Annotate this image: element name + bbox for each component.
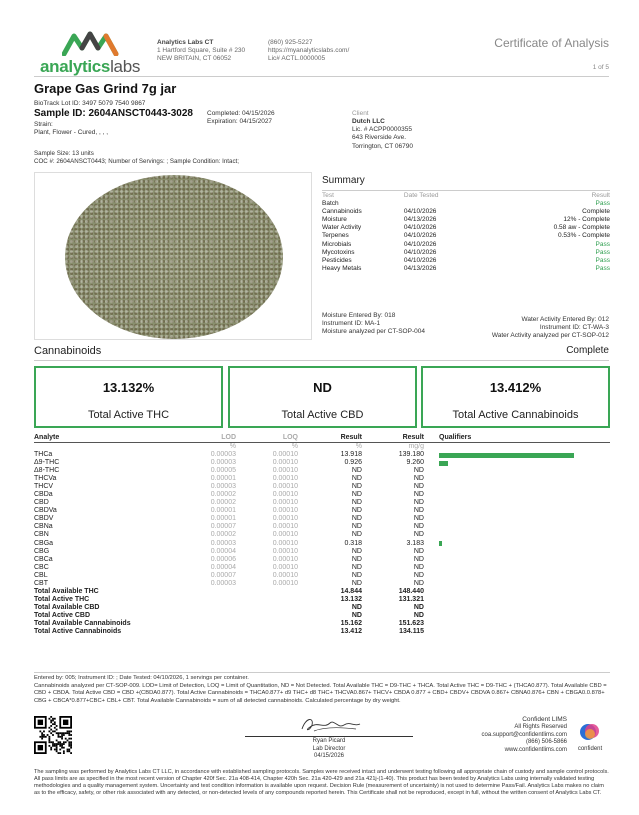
sample-size: Sample Size: 13 units [34,150,94,157]
unit-loq: % [291,443,298,450]
summary-result: 0.53% - Complete [557,232,610,240]
analyte-qualifier [439,515,610,523]
analyte-name: CBL [34,571,48,579]
analyte-lod: 0.00001 [210,507,236,515]
water-sop: Water Activity analyzed per CT-SOP-012 [491,332,609,340]
strain: Strain: [34,120,53,128]
completed-date: Completed: 04/15/2026 [207,110,275,117]
unit-lod: % [229,443,236,450]
moisture-entered-by: Moisture Entered By: 018 [322,312,396,319]
total-row [34,596,610,604]
expiration-date: Expiration: 04/15/2027 [207,118,273,126]
analyte-result-pct: ND [351,475,362,483]
water-instrument: Instrument ID: CT-WA-3 [539,324,609,332]
summary-date: 04/10/2026 [403,207,437,215]
cannabinoid-notes [34,672,610,705]
summary-test: Moisture [322,216,347,224]
qr-code-icon[interactable] [34,716,72,754]
summary-test: Mycotoxins [322,248,355,256]
analyte-lod: 0.00001 [210,475,236,483]
total-name: Total Active THC [34,595,90,603]
analyte-loq: 0.00010 [272,467,298,475]
lims-rights: All Rights Reserved [514,724,567,731]
analyte-result-pct: ND [351,547,362,555]
cannabinoids-title: Cannabinoids [34,345,102,357]
analyte-lod: 0.00002 [210,499,236,507]
analyte-loq: 0.00010 [272,523,298,531]
total-result-pct: ND [351,603,362,611]
summary-date [404,200,494,208]
summary-col-test: Test [322,191,334,199]
analyte-lod: 0.00007 [210,571,236,579]
analyte-row [34,515,610,523]
total-name: Total Active Cannabinoids [34,628,122,636]
analyte-qualifier [439,451,610,459]
total-row [34,612,610,620]
summary-row [322,265,610,273]
summary-row [322,232,610,240]
analyte-result-pct: ND [351,523,362,531]
signature-scribble-icon [284,715,374,735]
analyte-qualifier [439,459,610,467]
cannabinoids-divider [34,360,609,361]
total-name: Total Active CBD [34,611,91,619]
summary-test: Pesticides [322,257,352,265]
summary-result: 12% - Complete [563,216,610,224]
logo-wordmark: analyticslabs [40,57,141,76]
summary-col-result: Result [591,191,610,199]
col-qualifiers: Qualifiers [439,434,610,443]
analyte-name: Δ9-THC [34,459,60,467]
total-name: Total Available Cannabinoids [34,620,131,627]
analyte-name: CBG [34,547,50,555]
analyte-loq: 0.00010 [272,571,298,579]
analyte-result-pct: ND [351,491,362,499]
analyte-name: CBN [34,531,49,539]
summary-result: Pass [595,248,610,256]
ground-flower-image [65,175,283,339]
summary-result: Pass [595,199,610,207]
total-result-mg: 151.623 [398,620,424,627]
total-row [34,604,610,612]
analyte-loq: 0.00010 [272,539,298,547]
total-result-pct: 13.412 [340,628,362,636]
analyte-qualifier [439,548,610,556]
unit-result-pct: % [355,443,362,450]
sample-id: Sample ID: 2604ANSCT0443-3028 [34,108,193,120]
analyte-qualifier [439,499,610,507]
analyte-loq: 0.00010 [272,459,298,467]
summary-col-date: Date Tested [403,191,439,199]
analyte-lod: 0.00003 [210,459,236,467]
biotrack-lot-id: BioTrack Lot ID: 3497 5079 7540 9867 [34,100,146,107]
analyte-loq: 0.00010 [272,579,298,587]
analyte-row [34,491,610,499]
analyte-loq: 0.00010 [272,491,298,499]
analyte-result-pct: ND [351,579,362,587]
analyte-qualifier [439,564,610,572]
coc-info: COC #: 2604ANSCT0443; Number of Servings: ; Sample Condition: Intact; [34,157,239,165]
col-analyte: Analyte [34,434,184,443]
lab-name: Analytics Labs CT [157,39,214,46]
analyte-result-pct: 13.918 [340,451,362,459]
water-activity-info [492,316,609,340]
product-name: Grape Gas Grind 7g jar [34,81,177,96]
analyte-name: THCVa [34,475,57,483]
summary-date: 04/10/2026 [403,224,437,232]
analyte-name: CBDV [34,515,54,523]
analyte-name: CBDVa [34,507,57,515]
analyte-name: CBCa [34,555,53,563]
analyte-row [34,564,610,572]
document-title: Certificate of Analysis [494,36,609,50]
product-photo [34,172,312,340]
summary-panel [322,175,610,273]
lab-address-line1: 1 Hartford Square, Suite # 230 [157,47,246,55]
water-entered-by: Water Activity Entered By: 012 [521,316,609,323]
col-loq: LOQ [236,434,298,443]
analyte-result-mg: ND [413,491,424,499]
analyte-qualifier [439,507,610,515]
analyte-row [34,451,610,459]
summary-row [322,208,610,216]
total-result-mg: 148.440 [398,587,424,595]
summary-date: 04/10/2026 [403,240,437,248]
analyte-result-mg: ND [413,523,424,531]
analyte-qualifier [439,483,610,491]
total-row [34,620,610,628]
lims-website-link[interactable]: www.confidentlims.com [504,746,567,753]
analyte-loq: 0.00010 [272,483,298,491]
analyte-result-mg: ND [413,467,424,475]
total-active-thc-value: 13.132% [102,380,155,395]
analyte-name: THCa [34,451,53,459]
page-number: 1 of 5 [592,64,609,71]
summary-result: Pass [595,240,610,248]
lims-phone: (866) 506-5866 [525,739,567,746]
total-result-pct: 15.162 [340,620,362,627]
summary-row [322,241,610,249]
analyte-qualifier [439,475,610,483]
analyte-loq: 0.00010 [272,555,298,563]
analyte-name: THCV [34,483,54,491]
analyte-table-wrap [34,434,610,636]
analyte-result-pct: ND [351,467,362,475]
summary-test: Water Activity [322,224,362,232]
analyte-row [34,475,610,483]
total-result-pct: ND [351,611,362,619]
total-row [34,628,610,636]
analyte-name: Δ8-THC [34,467,60,475]
analyte-row [34,531,610,539]
total-name: Total Available THC [34,587,99,595]
signature-date: 04/15/2026 [313,753,345,759]
summary-test: Cannabinoids [322,207,362,215]
analyte-table [34,434,610,636]
analyte-qualifier [439,556,610,564]
lab-address-block [157,39,245,63]
total-row [34,588,610,596]
analyte-name: CBD [34,499,49,507]
footer-disclaimer: The sampling was performed by Analytics Labs CT LLC, in accordance with established sampling protocols. Samples were received intact and underwent testing following all appropriate chain of custody and sample control protocols. All pass limits are as specified in the most recent version of Chapter 420f Sec. 21a 408-414, Chapter 420h Sec. 21a 420-429 and 21a 421j-(1-40). This product has been tested by Analytics Labs using internally validated testing methodologies and a quality management system. Uncertainty and test condition information is available upon request. Decision Rule (measurement of uncertainty) is not used to determine Pass/Fail. Analytics Labs makes no claim as to the efficacy, safety, or other risk associated with any detected, or non-detected levels of any compounds reported herein. This Certificate shall not be reproduced, except in full, without the written consent of Analytics Labs CT. [34,769,609,796]
summary-result: 0.58 aw - Complete [553,224,610,232]
total-result-mg: ND [413,611,424,619]
total-result-mg: 134.115 [399,628,424,636]
analyte-loq: 0.00010 [272,507,298,515]
client-name: Dutch LLC [352,118,385,126]
analyte-qualifier [439,540,610,548]
moisture-info [322,312,425,336]
sample-meta [34,150,239,166]
summary-row [322,257,610,265]
analyte-lod: 0.00006 [210,555,236,563]
analyte-result-mg: ND [413,507,424,515]
analyte-result-pct: 0.318 [344,539,362,547]
analyte-name: CBNa [34,523,53,531]
analyte-lod: 0.00002 [210,531,236,539]
analyte-result-pct: 0.926 [344,459,362,467]
client-license: Lic. # ACPP0000355 [352,126,412,134]
analyte-result-mg: ND [413,579,424,587]
analyte-qualifier [439,467,610,475]
analyte-row [34,467,610,475]
lab-license: Lic# ACTL.0000005 [268,55,326,63]
analyte-loq: 0.00010 [272,451,298,459]
analyte-row [34,459,610,467]
total-result-pct: 13.132 [340,595,362,603]
analyte-lod: 0.00003 [210,579,236,587]
analyte-result-mg: ND [413,531,424,539]
total-result-mg: ND [413,603,424,611]
summary-date: 04/10/2026 [403,248,437,256]
cannabinoids-status: Complete [566,345,609,356]
analyte-loq: 0.00010 [272,531,298,539]
analyte-name: CBGa [34,539,54,547]
client-label: Client [352,110,369,117]
summary-row [322,216,610,224]
analyte-lod: 0.00004 [210,563,236,571]
analyte-row [34,540,610,548]
analyte-name: CBC [34,563,49,571]
summary-row [322,249,610,257]
signer-name: Ryan Picard [245,736,413,746]
total-active-cannabinoids-value: 13.412% [489,380,542,395]
analyte-result-mg: ND [413,483,424,491]
total-active-thc-label: Total Active THC [87,409,170,422]
analyte-result-mg: 3.183 [406,539,424,547]
lims-title: Confident LIMS [522,716,567,723]
logo-mountain-icon [62,30,126,56]
analyte-loq: 0.00010 [272,515,298,523]
analyte-lod: 0.00005 [210,467,236,475]
product-type: Plant, Flower - Cured, , , , [34,128,109,136]
col-result-mg: Result [362,434,424,443]
analyte-lod: 0.00007 [210,523,236,531]
analyte-result-mg: 9.260 [406,459,424,467]
analyte-result-pct: ND [351,499,362,507]
total-result-pct: 14.844 [340,587,362,595]
unit-result-mg: mg/g [408,443,424,450]
confident-logo-icon [579,722,601,742]
lab-website-link[interactable]: https://myanalyticslabs.com/ [268,47,350,55]
lab-contact-block [268,39,349,63]
summary-result: Pass [595,257,610,265]
analyte-name: CBT [34,579,48,587]
qualifier-bar [439,453,574,458]
summary-header-row [322,192,610,200]
dates-info [207,110,275,126]
summary-result: Complete [582,207,610,215]
confident-wordmark: confident [577,746,603,753]
analyte-result-pct: ND [351,531,362,539]
analyte-row [34,483,610,491]
lab-phone: (860) 925-5227 [268,39,313,46]
total-result-mg: 131.321 [398,595,424,603]
col-result-pct: Result [298,434,362,443]
analyte-row [34,580,610,588]
lims-email-link[interactable]: coa.support@confidentlims.com [481,731,567,738]
analyte-result-mg: ND [413,555,424,563]
signature-block [245,715,413,761]
analyte-result-mg: ND [413,571,424,579]
total-active-cannabinoids-label: Total Active Cannabinoids [452,409,579,422]
analyte-name: CBDa [34,491,53,499]
sample-info [34,100,193,137]
qualifier-bar [439,461,448,466]
analyte-row [34,556,610,564]
summary-test: Batch [322,199,339,207]
analyte-loq: 0.00010 [272,499,298,507]
summary-row [322,200,610,208]
analyte-result-mg: ND [413,563,424,571]
client-address1: 643 Riverside Ave. [352,134,407,142]
analyte-result-mg: 139.180 [398,451,424,459]
total-active-thc-box [34,366,223,428]
analyte-result-pct: ND [351,555,362,563]
analytics-labs-logo [40,30,152,74]
analyte-result-mg: ND [413,515,424,523]
client-address2: Torrington, CT 06790 [352,142,413,150]
summary-test: Microbials [322,240,352,248]
summary-row [322,224,610,232]
analyte-result-pct: ND [351,483,362,491]
analyte-lod: 0.00004 [210,547,236,555]
analyte-qualifier [439,491,610,499]
analyte-row [34,548,610,556]
analyte-result-mg: ND [413,547,424,555]
notes-method: Cannabinoids analyzed per CT-SOP-009. LOD= Limit of Detection, LOQ = Limit of Quantitation, ND = Not Detected. Total Available THC = D9-THC + THCA. Total Active THC = D9-THC + (THCA0.877). Total Available CBD = CBD + CBDA. Total Active CBD = CBD +(CBDA0.877). Total Active Cannabinoids = THCA0.877+ d9 THC+ d8 THC+ THCVA0.867+ THCV+ CBDA 0.877 + CBD+ CBDV+ CBDVA 0.867+ CBNA0.876+ CBN + CBGA0.0.878+ CBG + CBCA*0.877+CBC+ CBL+ CBT. Total Available Cannabinoids = sum of all detected cannabinoids. Calculated percentage by dry weight. [34,682,607,704]
analyte-lod: 0.00002 [210,491,236,499]
analyte-lod: 0.00001 [210,515,236,523]
qualifier-bar [439,541,442,546]
client-info [352,110,413,151]
analyte-row [34,507,610,515]
analyte-qualifier [439,580,610,588]
analyte-row [34,572,610,580]
summary-test: Heavy Metals [322,265,362,273]
summary-date: 04/13/2026 [403,265,437,273]
summary-title: Summary [322,175,610,191]
notes-entered-by: Entered by: 005; Instrument ID: ; Date Tested: 04/10/2026, 1 servings per container. [34,675,249,681]
analyte-result-pct: ND [351,515,362,523]
total-active-cbd-label: Total Active CBD [281,409,364,422]
total-active-cbd-value: ND [313,380,332,395]
moisture-sop: Moisture analyzed per CT-SOP-004 [322,328,425,336]
lims-info [482,716,567,754]
analyte-header-row [34,434,610,443]
summary-date: 04/10/2026 [403,257,437,265]
analyte-loq: 0.00010 [272,547,298,555]
total-active-cannabinoids-box [421,366,610,428]
analyte-lod: 0.00003 [210,539,236,547]
moisture-instrument: Instrument ID: MA-1 [322,320,381,328]
analyte-result-mg: ND [413,499,424,507]
summary-date: 04/13/2026 [403,216,437,224]
analyte-result-pct: ND [351,507,362,515]
summary-test: Terpenes [322,232,349,240]
header-divider [34,76,609,77]
analyte-qualifier [439,531,610,539]
analyte-loq: 0.00010 [272,563,298,571]
col-lod: LOD [184,434,236,443]
total-active-cbd-box [228,366,417,428]
analyte-result-pct: ND [351,563,362,571]
analyte-row [34,499,610,507]
signer-title: Lab Director [312,745,346,752]
analyte-result-mg: ND [413,475,424,483]
analyte-result-pct: ND [351,571,362,579]
analyte-lod: 0.00003 [210,451,236,459]
analyte-qualifier [439,572,610,580]
summary-date: 04/10/2026 [403,232,437,240]
summary-result: Pass [595,265,610,273]
summary-table [322,192,610,274]
lab-address-line2: NEW BRITAIN, CT 06052 [157,55,232,63]
units-row [34,443,610,452]
analyte-row [34,523,610,531]
confident-logo [573,722,607,754]
analyte-qualifier [439,523,610,531]
total-name: Total Available CBD [34,603,100,611]
analyte-lod: 0.00003 [210,483,236,491]
analyte-loq: 0.00010 [272,475,298,483]
